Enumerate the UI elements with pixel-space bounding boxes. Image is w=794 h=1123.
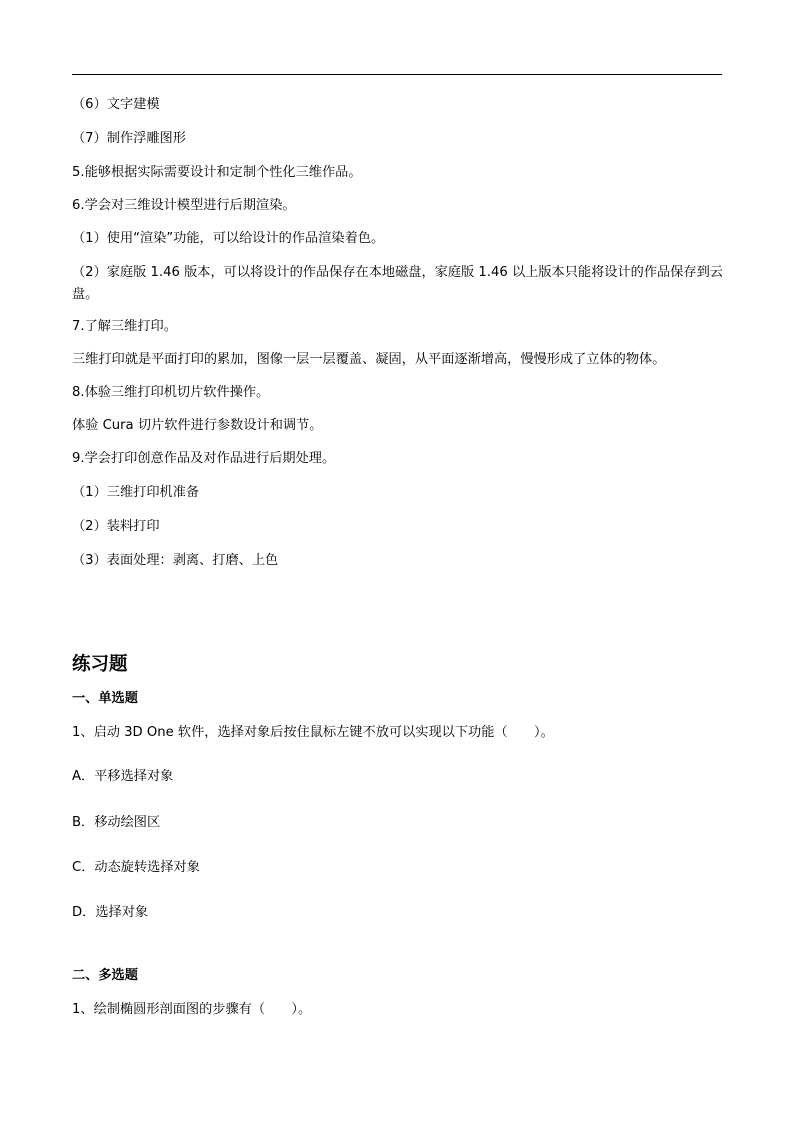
render-step-1: （1）使用“渲染”功能，可以给设计的作品渲染着色。 <box>72 231 385 246</box>
print-step-1: （1）三维打印机准备 <box>72 485 200 500</box>
point-5: 5.能够根据实际需要设计和定制个性化三维作品。 <box>72 165 362 180</box>
point-6: 6.学会对三维设计模型进行后期渲染。 <box>72 198 296 213</box>
option-b: B．移动绘图区 <box>72 815 161 830</box>
print-step-3: （3）表面处理：剥离、打磨、上色 <box>72 553 279 568</box>
question-1: 1、启动 3D One 软件，选择对象后按住鼠标左键不放可以实现以下功能（ ）。 <box>72 725 554 740</box>
point-8: 8.体验三维打印机切片软件操作。 <box>72 385 270 400</box>
print-step-2: （2）装料打印 <box>72 519 160 534</box>
point-7-description: 三维打印就是平面打印的累加，图像一层一层覆盖、凝固，从平面逐渐增高，慢慢形成了立体的物体。 <box>72 352 666 367</box>
option-d: D．选择对象 <box>72 905 149 920</box>
option-c: C．动态旋转选择对象 <box>72 860 200 875</box>
header-rule <box>72 74 722 75</box>
point-7: 7.了解三维打印。 <box>72 319 177 334</box>
section-multiple-choice: 二、多选题 <box>72 968 138 983</box>
list-item-relief: （7）制作浮雕图形 <box>72 131 186 146</box>
point-9: 9.学会打印创意作品及对作品进行后期处理。 <box>72 451 336 466</box>
point-8-description: 体验 Cura 切片软件进行参数设计和调节。 <box>72 418 323 433</box>
option-a: A．平移选择对象 <box>72 769 174 784</box>
render-step-2: （2）家庭版 1.46 版本，可以将设计的作品保存在本地磁盘，家庭版 1.46 以上版本只能将设计的作品保存到云盘。 <box>72 265 723 302</box>
list-item-text-modeling: （6）文字建模 <box>72 97 160 112</box>
question-multi-1: 1、绘制椭圆形剖面图的步骤有（ ）。 <box>72 1002 312 1017</box>
exercises-title: 练习题 <box>72 654 128 675</box>
section-single-choice: 一、单选题 <box>72 691 138 706</box>
